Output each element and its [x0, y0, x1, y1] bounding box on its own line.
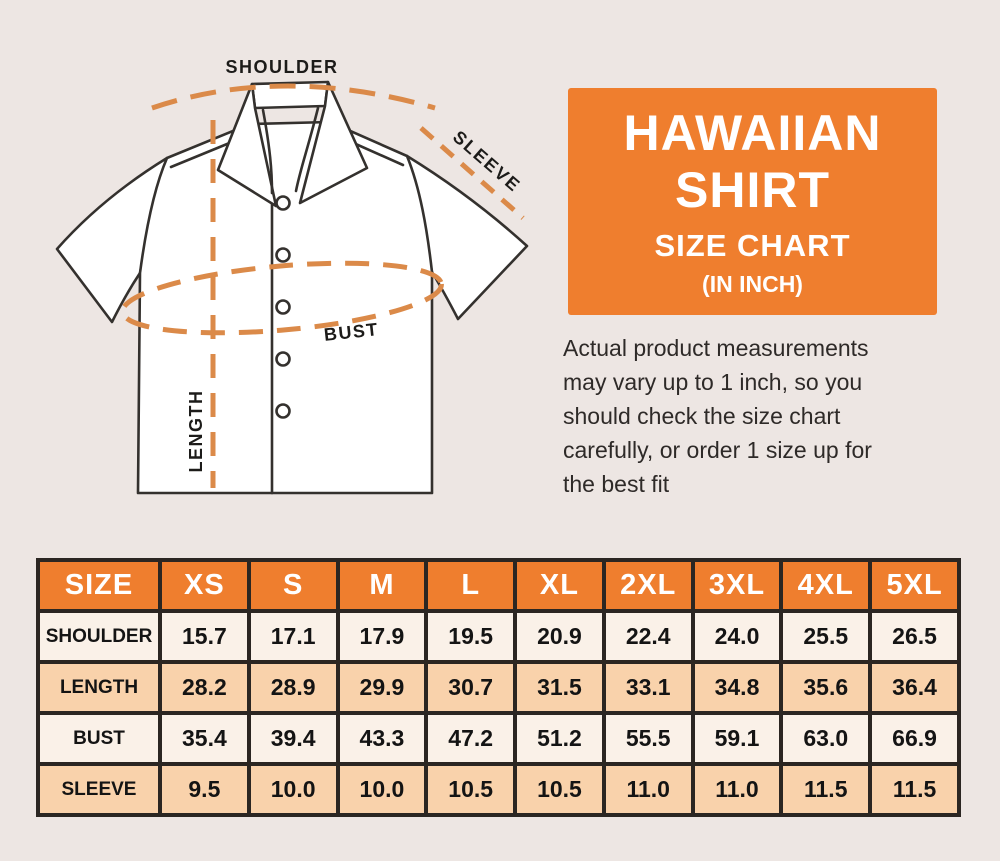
cell-value: 19.5 — [426, 611, 515, 662]
cell-value: 29.9 — [338, 662, 427, 713]
cell-value: 11.0 — [604, 764, 693, 815]
note-line: the best fit — [563, 471, 670, 497]
shirt-measurement-diagram — [30, 36, 550, 542]
measurement-note — [563, 331, 973, 501]
note-line: should check the size chart — [563, 403, 841, 429]
cell-value: 26.5 — [870, 611, 959, 662]
cell-value: 31.5 — [515, 662, 604, 713]
header-cell-l: L — [426, 560, 515, 611]
title-subtitle: SIZE CHART — [654, 228, 851, 263]
header-cell-2xl: 2XL — [604, 560, 693, 611]
cell-value: 10.5 — [515, 764, 604, 815]
row-label: SHOULDER — [38, 611, 160, 662]
cell-value: 28.9 — [249, 662, 338, 713]
title-line-1: HAWAIIAN — [623, 105, 882, 161]
title-unit-note: (IN INCH) — [702, 271, 803, 297]
bust-label: BUST — [322, 319, 380, 345]
cell-value: 10.5 — [426, 764, 515, 815]
cell-value: 17.1 — [249, 611, 338, 662]
header-cell-m: M — [338, 560, 427, 611]
table-row-bust — [38, 713, 959, 764]
header-cell-s: S — [249, 560, 338, 611]
header-cell-xs: XS — [160, 560, 249, 611]
note-line: carefully, or order 1 size up for — [563, 437, 872, 463]
cell-value: 28.2 — [160, 662, 249, 713]
cell-value: 10.0 — [338, 764, 427, 815]
header-cell-5xl: 5XL — [870, 560, 959, 611]
cell-value: 34.8 — [693, 662, 782, 713]
title-line-2: SHIRT — [675, 162, 830, 218]
cell-value: 22.4 — [604, 611, 693, 662]
cell-value: 35.6 — [781, 662, 870, 713]
length-label: LENGTH — [186, 389, 206, 473]
row-label: BUST — [38, 713, 160, 764]
sleeve-label: SLEEVE — [449, 126, 525, 197]
cell-value: 9.5 — [160, 764, 249, 815]
cell-value: 25.5 — [781, 611, 870, 662]
cell-value: 33.1 — [604, 662, 693, 713]
cell-value: 39.4 — [249, 713, 338, 764]
cell-value: 55.5 — [604, 713, 693, 764]
cell-value: 63.0 — [781, 713, 870, 764]
cell-value: 11.5 — [870, 764, 959, 815]
cell-value: 24.0 — [693, 611, 782, 662]
cell-value: 11.0 — [693, 764, 782, 815]
cell-value: 47.2 — [426, 713, 515, 764]
table-row-shoulder — [38, 611, 959, 662]
cell-value: 15.7 — [160, 611, 249, 662]
row-label: LENGTH — [38, 662, 160, 713]
cell-value: 35.4 — [160, 713, 249, 764]
cell-value: 59.1 — [693, 713, 782, 764]
header-cell-xl: XL — [515, 560, 604, 611]
header-cell-4xl: 4XL — [781, 560, 870, 611]
header-cell-size: SIZE — [38, 560, 160, 611]
table-row-sleeve — [38, 764, 959, 815]
cell-value: 11.5 — [781, 764, 870, 815]
shoulder-label: SHOULDER — [225, 57, 339, 77]
cell-value: 30.7 — [426, 662, 515, 713]
cell-value: 66.9 — [870, 713, 959, 764]
size-table-header-row — [38, 560, 959, 611]
cell-value: 51.2 — [515, 713, 604, 764]
note-line: may vary up to 1 inch, so you — [563, 369, 863, 395]
cell-value: 36.4 — [870, 662, 959, 713]
row-label: SLEEVE — [38, 764, 160, 815]
title-card — [568, 88, 937, 315]
note-line: Actual product measurements — [563, 335, 869, 361]
cell-value: 20.9 — [515, 611, 604, 662]
header-cell-3xl: 3XL — [693, 560, 782, 611]
size-table — [36, 558, 961, 817]
cell-value: 10.0 — [249, 764, 338, 815]
cell-value: 17.9 — [338, 611, 427, 662]
cell-value: 43.3 — [338, 713, 427, 764]
table-row-length — [38, 662, 959, 713]
